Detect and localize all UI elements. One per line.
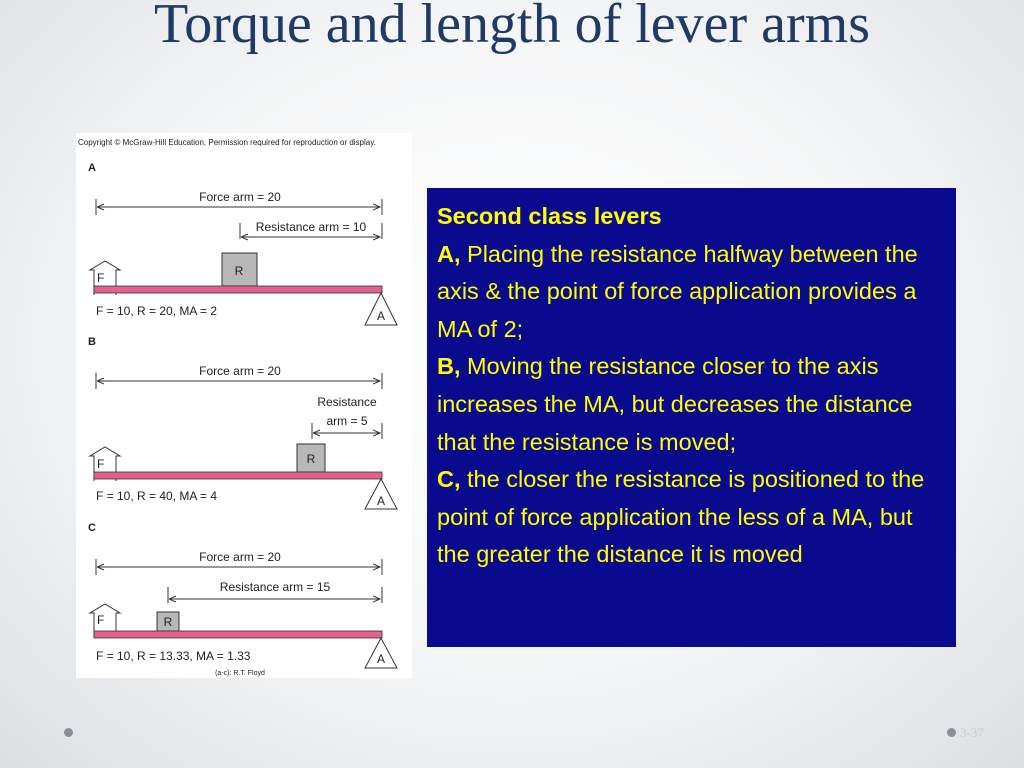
figure-credit: (a-c): R.T. Floyd: [215, 670, 265, 677]
lever-figure: [76, 133, 412, 678]
textbox-heading: Second class levers: [437, 203, 662, 229]
copyright-text: Copyright © McGraw-Hill Education. Permission required for reproduction or display.: [78, 138, 376, 147]
panel-c-lever-bar: [94, 631, 382, 638]
textbox-item-c-text: the closer the resistance is positioned to the point of force application the less of a MA, but the greater the distance it is moved: [437, 466, 925, 568]
panel-a-letter: A: [88, 162, 96, 174]
panel-c-r-label: R: [163, 615, 173, 629]
panel-b-force-arm-label: Force arm = 20: [199, 364, 281, 378]
panel-b-axis-label: A: [376, 494, 386, 508]
slide-title: Torque and length of lever arms: [153, 0, 871, 55]
panel-c-axis-label: A: [376, 652, 386, 666]
textbox-item-b: [437, 348, 946, 461]
right-bullet-dot: [947, 728, 956, 737]
panel-c-resistance-arm-label: Resistance arm = 15: [219, 580, 331, 594]
panel-a-force-arm-label: Force arm = 20: [199, 190, 281, 204]
panel-b-lever-bar: [94, 472, 382, 479]
panel-b-r-label: R: [306, 452, 316, 466]
panel-c: [88, 522, 397, 668]
panel-a-axis-label: A: [376, 309, 386, 323]
textbox-item-a: [437, 236, 946, 349]
panel-b-resistance-arm-label-1: Resistance: [317, 395, 377, 409]
panel-c-letter: C: [88, 522, 96, 534]
lever-diagram: [76, 133, 412, 678]
panel-a-lever-bar: [94, 286, 382, 293]
explanation-textbox: [427, 188, 956, 647]
panel-c-equation: F = 10, R = 13.33, MA = 1.33: [96, 649, 251, 663]
panel-c-force-arm-label: Force arm = 20: [199, 550, 281, 564]
panel-a-equation: F = 10, R = 20, MA = 2: [96, 304, 218, 318]
panel-b-letter: B: [88, 336, 96, 348]
left-bullet-dot: [64, 728, 73, 737]
panel-a-resistance-arm-label: Resistance arm = 10: [255, 220, 367, 234]
panel-a-r-label: R: [234, 264, 244, 278]
panel-a-f-label: F: [97, 271, 105, 285]
page-number: 3-37: [960, 725, 984, 740]
textbox-item-b-text: Moving the resistance closer to the axis increases the MA, but decreases the distance that the resistance is moved;: [437, 353, 913, 455]
panel-b-f-label: F: [97, 457, 105, 471]
panel-b-resistance-arm-label-2: arm = 5: [326, 414, 368, 428]
textbox-item-a-text: Placing the resistance halfway between the axis & the point of force application provides a MA of 2;: [437, 240, 918, 342]
panel-b-equation: F = 10, R = 40, MA = 4: [96, 489, 218, 503]
panel-c-f-label: F: [97, 613, 105, 627]
textbox-item-a-label: A,: [437, 240, 461, 267]
textbox-item-b-label: B,: [437, 353, 461, 380]
textbox-item-c-label: C,: [437, 466, 461, 493]
panel-b: [88, 336, 397, 509]
panel-a: [88, 162, 397, 325]
textbox-item-c: [437, 461, 946, 574]
